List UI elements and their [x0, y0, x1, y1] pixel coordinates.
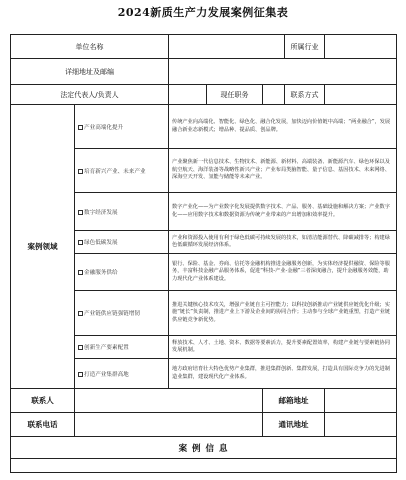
- domain-desc-3: 产业和资源投入使用有利于绿色低碳可持续发展的技术，如清洁能源替代、降碳减排等；构建绿色低碳循环发展经济体系。: [169, 231, 397, 254]
- case-info-field[interactable]: [11, 459, 397, 473]
- row-phone: [11, 413, 397, 437]
- domain-desc-7: 地方政府培育壮大特色优势产业集群，推进集群创新、集群发展，打造具有国际竞争力的先进制造业集群，建设现代化产业体系。: [169, 359, 397, 389]
- domain-option-2[interactable]: 数字经济发展: [75, 193, 169, 231]
- domain-desc-0: 传统产业向高端化、智能化、绿色化、融合化发展，加快迈向价值链中高端；“两业融合”，发展融合新业态新模式；增品种、提品质、创品牌。: [169, 105, 397, 149]
- row-unit: [11, 35, 397, 59]
- domain-desc-2: 数字产业化——为产业数字化发展提供数字技术、产品、服务、基础设施和解决方案；产业数字化——应用数字技术和数据资源为传统产业带来的产出增加和效率提升。: [169, 193, 397, 231]
- checkbox-icon[interactable]: [78, 270, 83, 275]
- checkbox-icon[interactable]: [78, 372, 83, 377]
- domain-option-0[interactable]: 产业高端化提升: [75, 105, 169, 149]
- phone-field[interactable]: [75, 413, 263, 437]
- domain-option-1[interactable]: 培育新兴产业、未来产业: [75, 149, 169, 193]
- row-contact: [11, 389, 397, 413]
- domain-desc-6: 释放技术、人才、土地、资本、数据等要素活力，提升要素配置效率，构建产业链与要素链协同发展机制。: [169, 336, 397, 359]
- domain-option-5[interactable]: 产业链供应链强链增韧: [75, 291, 169, 336]
- contact-person-field[interactable]: [75, 389, 263, 413]
- unit-name-label: 单位名称: [11, 35, 169, 59]
- case-domain-label: 案例领域: [11, 105, 75, 389]
- contact-method-label: 联系方式: [285, 85, 325, 105]
- address-field[interactable]: [169, 59, 397, 85]
- case-info-header: 案 例 信 息: [11, 437, 397, 459]
- row-case-info: [11, 437, 397, 459]
- industry-field[interactable]: [325, 35, 397, 59]
- industry-label: 所属行业: [285, 35, 325, 59]
- row-case-info-body: [11, 459, 397, 473]
- checkbox-icon[interactable]: [78, 210, 83, 215]
- checkbox-icon[interactable]: [78, 240, 83, 245]
- row-legal-rep: [11, 85, 397, 105]
- mailing-address-label: 通讯地址: [263, 413, 325, 437]
- domain-option-4[interactable]: 金融服务供给: [75, 254, 169, 291]
- mailing-address-field[interactable]: [325, 413, 397, 437]
- position-label: 现任职务: [207, 85, 263, 105]
- contact-method-field[interactable]: [325, 85, 397, 105]
- domain-desc-1: 产业聚焦新一代信息技术、生物技术、新能源、新材料、高端装备、新能源汽车、绿色环保以及航空航天、海洋装备等战略性新兴产业；产业布局类脑智能、量子信息、基因技术、未来网络、深海空天开发、氢能与储能等未来产业。: [169, 149, 397, 193]
- case-form-table: [10, 34, 397, 473]
- domain-option-7[interactable]: 打造产业集群高地: [75, 359, 169, 389]
- checkbox-icon[interactable]: [78, 345, 83, 350]
- contact-person-label: 联系人: [11, 389, 75, 413]
- unit-name-field[interactable]: [169, 35, 285, 59]
- email-field[interactable]: [325, 389, 397, 413]
- domain-option-6[interactable]: 创新生产要素配置: [75, 336, 169, 359]
- checkbox-icon[interactable]: [78, 169, 83, 174]
- legal-rep-label: 法定代表人/负责人: [11, 85, 169, 105]
- checkbox-icon[interactable]: [78, 125, 83, 130]
- checkbox-icon[interactable]: [78, 311, 83, 316]
- domain-desc-5: 推进关键核心技术攻关，增强产业链自主可控能力；以科技创新推动产业链供应链优化升级；实施“链长”负责制，推进产业上下游及企业间的协同合作；主动参与全球产业链重塑，打造产业链供应链竞争新优势。: [169, 291, 397, 336]
- phone-label: 联系电话: [11, 413, 75, 437]
- email-label: 邮箱地址: [263, 389, 325, 413]
- position-field[interactable]: [263, 85, 285, 105]
- row-address: [11, 59, 397, 85]
- legal-rep-field[interactable]: [169, 85, 207, 105]
- address-label: 详细地址及邮编: [11, 59, 169, 85]
- page-title: 2024新质生产力发展案例征集表: [117, 6, 289, 19]
- domain-desc-4: 银行、保险、基金、券商、信托等金融机构推进金融服务创新，为实体经济提供融资、保险等服务，丰富科技金融产品服务体系，促进“科技-产业-金融”三者深度融合，提升金融服务效能，助力现代化产业体系建设。: [169, 254, 397, 291]
- domain-row-0: [11, 105, 397, 149]
- domain-option-3[interactable]: 绿色低碳发展: [75, 231, 169, 254]
